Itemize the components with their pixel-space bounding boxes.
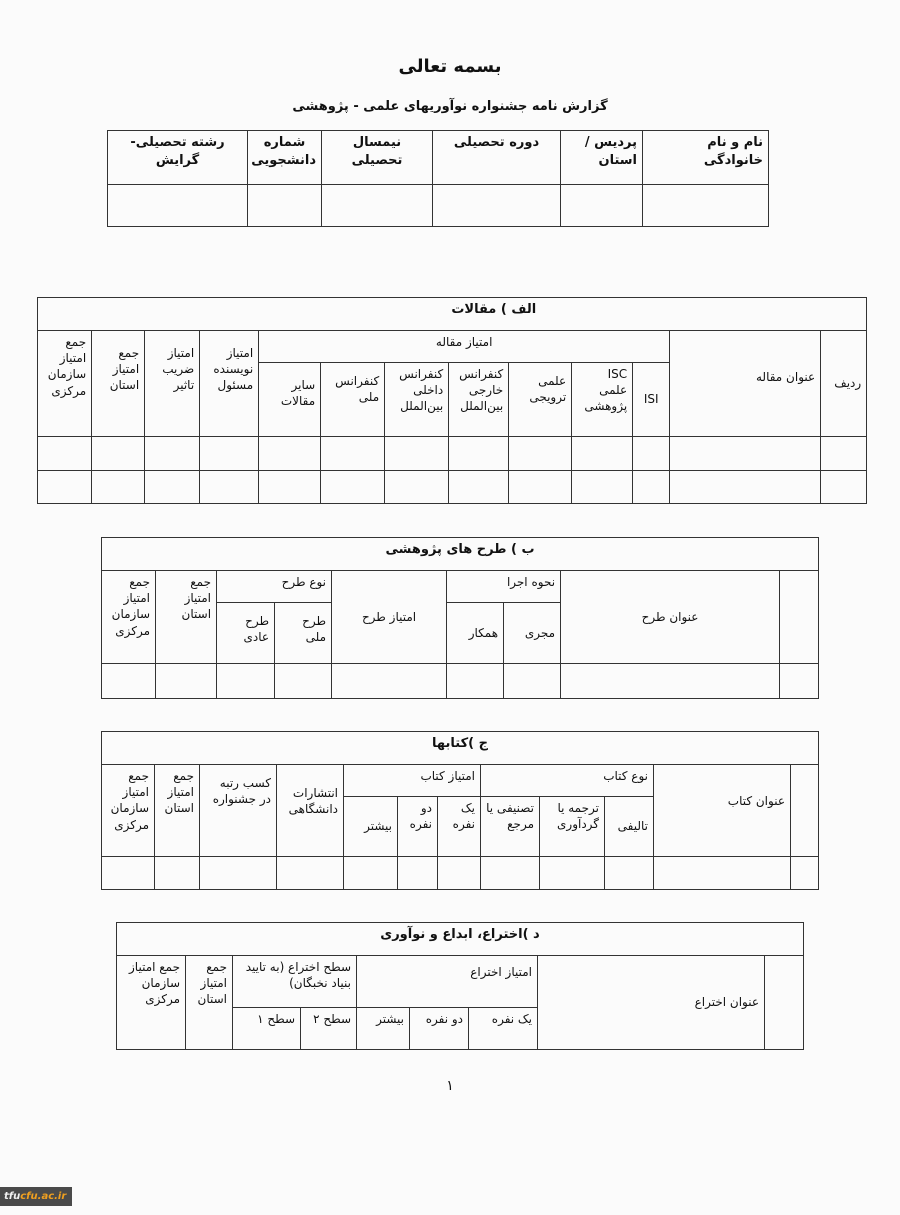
group-project-type: نوع طرح — [217, 571, 332, 603]
col-invention-title: عنوان اختراع — [538, 956, 765, 1050]
header-major: رشته تحصیلی-گرایش — [108, 131, 248, 185]
col-sum-province: جمع امتیاز استان — [155, 765, 200, 857]
col-university-publication: انتشارات دانشگاهی — [277, 765, 344, 857]
cell[interactable] — [92, 471, 145, 504]
col-two-persons: دو نفره — [410, 1008, 469, 1050]
cell[interactable] — [332, 664, 447, 699]
cell[interactable] — [38, 437, 92, 471]
col-article-title: عنوان مقاله — [670, 331, 821, 437]
cell[interactable] — [155, 857, 200, 890]
col-row-number — [791, 765, 819, 857]
col-translation-compilation: ترجمه یا گردآوری — [540, 797, 605, 857]
table-row — [38, 471, 867, 504]
cell[interactable] — [200, 857, 277, 890]
cell[interactable] — [385, 471, 449, 504]
col-sum-province: جمع امتیاز استان — [92, 331, 145, 437]
articles-table — [37, 297, 867, 504]
cell[interactable] — [38, 471, 92, 504]
section-d-title: د )اختراع، ابداع و نوآوری — [117, 923, 804, 956]
cell[interactable] — [540, 857, 605, 890]
page-title: بسمه تعالی — [398, 56, 502, 77]
cell[interactable] — [217, 664, 275, 699]
cell[interactable] — [398, 857, 438, 890]
cell[interactable] — [449, 437, 509, 471]
group-invention-score: امتیاز اختراع — [357, 956, 538, 1008]
cell[interactable] — [102, 857, 155, 890]
cell[interactable] — [277, 857, 344, 890]
cell[interactable] — [321, 471, 385, 504]
major-field[interactable] — [108, 185, 248, 227]
col-conf-foreign-intl: کنفرانس خارجی بین‌الملل — [449, 363, 509, 437]
col-authored: تالیفی — [605, 797, 654, 857]
table-row — [102, 664, 819, 699]
cell[interactable] — [145, 437, 200, 471]
cell[interactable] — [200, 437, 259, 471]
logo-text-orange: cfu.ac.ir — [20, 1191, 67, 1202]
col-sum-province: جمع امتیاز استان — [186, 956, 233, 1050]
semester-field[interactable] — [322, 185, 433, 227]
col-classified-reference: تصنیفی یا مرجع — [481, 797, 540, 857]
col-scientific-promotional: علمی ترویجی — [509, 363, 572, 437]
table-row — [38, 437, 867, 471]
logo-text-white: tfu — [4, 1191, 21, 1202]
col-festival-rank: کسب رتبه در جشنواره — [200, 765, 277, 857]
col-row-number: ردیف — [821, 331, 867, 437]
cell[interactable] — [275, 664, 332, 699]
full-name-field[interactable] — [643, 185, 769, 227]
cell[interactable] — [780, 664, 819, 699]
section-a-title: الف ) مقالات — [38, 298, 867, 331]
books-table — [101, 731, 819, 890]
cell[interactable] — [572, 471, 633, 504]
page-number: ۱ — [446, 1078, 454, 1094]
cell[interactable] — [504, 664, 561, 699]
cell[interactable] — [156, 664, 217, 699]
cell[interactable] — [509, 471, 572, 504]
col-impact-factor: امتیاز ضریب تاثیر — [145, 331, 200, 437]
col-national-project: طرح ملی — [275, 603, 332, 664]
cell[interactable] — [321, 437, 385, 471]
col-book-title: عنوان کتاب — [654, 765, 791, 857]
col-conf-domestic-intl: کنفرانس داخلی بین‌الملل — [385, 363, 449, 437]
col-sum-central: جمع امتیاز سازمان مرکزی — [38, 331, 92, 437]
cell[interactable] — [509, 437, 572, 471]
col-project-score: امتیاز طرح — [332, 571, 447, 664]
header-semester: نیمسال تحصیلی — [322, 131, 433, 185]
inventions-table — [116, 922, 804, 1050]
cell[interactable] — [561, 664, 780, 699]
group-invention-level: سطح اختراع (به تایید بنیاد نخبگان) — [233, 956, 357, 1008]
cell[interactable] — [102, 664, 156, 699]
group-book-type: نوع کتاب — [481, 765, 654, 797]
col-project-title: عنوان طرح — [561, 571, 780, 664]
cell[interactable] — [145, 471, 200, 504]
student-number-field[interactable] — [248, 185, 322, 227]
col-more-persons: بیشتر — [344, 797, 398, 857]
col-sum-province: جمع امتیاز استان — [156, 571, 217, 664]
group-execution-method: نحوه اجرا — [447, 571, 561, 603]
col-row-number — [780, 571, 819, 664]
cell[interactable] — [259, 437, 321, 471]
cell[interactable] — [821, 471, 867, 504]
col-regular-project: طرح عادی — [217, 603, 275, 664]
cell[interactable] — [654, 857, 791, 890]
col-more-persons: بیشتر — [357, 1008, 410, 1050]
cell[interactable] — [385, 437, 449, 471]
col-other-articles: سایر مقالات — [259, 363, 321, 437]
col-level-1: سطح ۱ — [233, 1008, 301, 1050]
col-isc: ISC علمی پژوهشی — [572, 363, 633, 437]
col-sum-central: جمع امتیاز سازمان مرکزی — [117, 956, 186, 1050]
col-row-number — [765, 956, 804, 1050]
research-projects-table — [101, 537, 819, 699]
col-level-2: سطح ۲ — [301, 1008, 357, 1050]
cell[interactable] — [633, 471, 670, 504]
form-subtitle: گزارش نامه جشنواره نوآوریهای علمی - پژوهشی — [292, 99, 608, 114]
student-info-table — [107, 130, 769, 227]
table-row — [102, 857, 819, 890]
col-one-person: یک نفره — [469, 1008, 538, 1050]
col-one-person: یک نفره — [438, 797, 481, 857]
header-campus-province: پردیس / استان — [561, 131, 643, 185]
degree-field[interactable] — [433, 185, 561, 227]
col-conf-national: کنفرانس ملی — [321, 363, 385, 437]
section-b-title: ب ) طرح های پژوهشی — [102, 538, 819, 571]
col-corresponding-author: امتیاز نویسنده مسئول — [200, 331, 259, 437]
col-executor: مجری — [504, 603, 561, 664]
cell[interactable] — [481, 857, 540, 890]
site-logo[interactable] — [0, 1187, 72, 1206]
cell[interactable] — [92, 437, 145, 471]
cell[interactable] — [449, 471, 509, 504]
cell[interactable] — [791, 857, 819, 890]
col-isi: ISI — [633, 363, 670, 437]
cell[interactable] — [344, 857, 398, 890]
header-degree: دوره تحصیلی — [433, 131, 561, 185]
section-c-title: ج )کتابها — [102, 732, 819, 765]
header-full-name: نام و نام خانوادگی — [643, 131, 769, 185]
cell[interactable] — [259, 471, 321, 504]
group-book-score: امتیاز کتاب — [344, 765, 481, 797]
col-sum-central: جمع امتیاز سازمان مرکزی — [102, 765, 155, 857]
cell[interactable] — [605, 857, 654, 890]
col-collaborator: همکار — [447, 603, 504, 664]
cell[interactable] — [633, 437, 670, 471]
cell[interactable] — [438, 857, 481, 890]
cell[interactable] — [200, 471, 259, 504]
cell[interactable] — [670, 471, 821, 504]
col-sum-central: جمع امتیاز سازمان مرکزی — [102, 571, 156, 664]
col-two-persons: دو نفره — [398, 797, 438, 857]
group-article-score: امتیاز مقاله — [259, 331, 670, 363]
cell[interactable] — [572, 437, 633, 471]
header-student-number: شماره دانشجویی — [248, 131, 322, 185]
cell[interactable] — [447, 664, 504, 699]
cell[interactable] — [670, 437, 821, 471]
campus-field[interactable] — [561, 185, 643, 227]
cell[interactable] — [821, 437, 867, 471]
